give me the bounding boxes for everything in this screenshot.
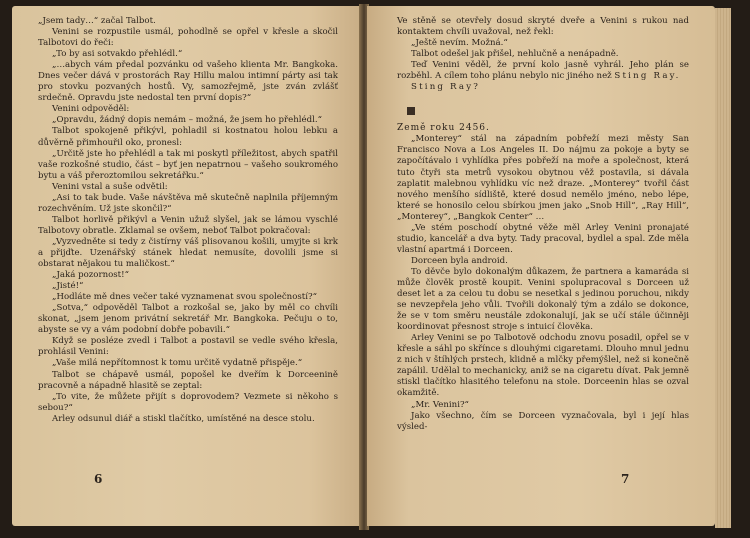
paragraph: „Ve stém poschodí obytné věže měl Arley Venini pronajaté studio, kancelář a dva byty. Tady pracoval, bydlel a spal. Zde měla vlastní apartmá i Dorceen. <box>397 222 689 255</box>
page-number: 7 <box>621 472 630 486</box>
paragraph: Talbot spokojeně přikývl, pohladil si kostnatou holou lebku a důvěrně přimhouřil oko, pronesl: <box>38 126 338 148</box>
right-page-text <box>397 16 689 433</box>
paragraph: „To by asi sotvakdo přehlédl.“ <box>52 49 183 60</box>
left-page-text <box>38 16 338 425</box>
echo-line: Sting Ray? <box>411 82 481 93</box>
paragraph: Talbot se chápavě usmál, popošel ke dveřím k Dorceenině pracovně a nápadně hlasitě se zeptal: <box>38 369 338 391</box>
paragraph: „Ještě nevím. Možná.“ <box>411 38 508 49</box>
paragraph-text: Teď Venini věděl, že první kolo jasně vyhrál. Jeho plán se rozběhl. A cílem toho plánu nebylo nic jiného než <box>397 60 689 82</box>
paragraph: Talbot odešel jak přišel, nehlučně a nenápadně. <box>411 49 619 60</box>
plan-word: Sting Ray. <box>614 71 681 82</box>
paragraph: „Určitě jste ho přehlédl a tak mi poskytl příležitost, abych spatřil vaše rozkošné studio, část – byť jen nepatrnou – vašeho soukromého bytu a váš přeroztomilou sekretářku.“ <box>38 148 338 181</box>
left-page <box>12 6 361 526</box>
paragraph: „Sotva,“ odpověděl Talbot a rozkošal se, jako by měl co chvíli skonat, „jsem jenom privátní sekretář Mr. Bangkoka. Pečuju o to, abyste se vy a vám podobní dobře pobavili.“ <box>38 303 338 336</box>
paragraph: Jako všechno, čím se Dorceen vyznačovala, byl i její hlas výsled- <box>397 410 689 432</box>
paragraph: „Opravdu, žádný dopis nemám – možná, že jsem ho přehlédl.“ <box>52 115 322 126</box>
paragraph <box>397 60 689 82</box>
section-heading: Země roku 2456. <box>397 123 490 134</box>
paragraph: „Monterey“ stál na západním pobřeží mezi městy San Francisco Nova a Los Angeles II. Do nájmu za pokoje a byty se započítávalo i vyhlídka přes pobřeží na moře a společnost, která tuto čtyři sta metrů vysokou obytnou věž postavila, si dávala zaplatit malebnou vyhlídku víc než draze. „Monterey“ tvořil část nového menšího sídliště, které dosud nemělo jméno, nebo lépe, které se honosilo celou sbírkou jmen jako „Snob Hill“, „Ray Hill“, „Monterey“, „Bangkok Center“ … <box>397 134 689 222</box>
paragraph: Ve stěně se otevřely dosud skryté dveře a Venini s rukou nad kontaktem chvíli uvažoval, než řekl: <box>397 16 689 38</box>
paragraph: „Vyzvedněte si tedy z čistírny váš plisovanou košili, umyjte si krk a přijďte. Uzenářský stánek hledat nemusíte, dovolili jsme si obstarat nějakou tu maličkost.“ <box>38 236 338 270</box>
page-number: 6 <box>94 472 103 486</box>
page-edges <box>715 8 731 528</box>
paragraph: „Hodláte mě dnes večer také vyznamenat svou společností?“ <box>52 292 318 303</box>
paragraph: „Jaká pozornost!“ <box>52 270 129 281</box>
paragraph: „Mr. Venini?“ <box>411 399 469 410</box>
paragraph: „…abych vám předal pozvánku od vašeho klienta Mr. Bangkoka. Dnes večer dává v prostorách Ray Hillu malou intimní párty asi tak pro stovku pozvaných hostů. Vy, samozřejmě, jste zván zvlášť srdečně. Opravdu jste nedostal ten první dopis?“ <box>38 60 338 104</box>
paragraph: Když se posléze zvedl i Talbot a postavil se vedle svého křesla, prohlásil Venini: <box>38 336 338 358</box>
paragraph: Arley Venini se po Talbotově odchodu znovu posadil, opřel se v křesle a sáhl po skřínce s dlouhými cigaretami. Dlouho mnul jednu z nich v štíhlých prstech, klidně a mlčky přemýšlel, než si konečně zapálil. Udělal to mechanicky, aniž se na cigaretu dívat. Pak jemně stiskl tlačítko hlasitého telefonu na stole. Dorceenin hlas se ozval okamžitě. <box>397 333 689 399</box>
paragraph: „Vaše milá nepřítomnost k tomu určitě vydatně přispěje.“ <box>52 358 303 369</box>
paragraph: Venini se rozpustile usmál, pohodlně se opřel v křesle a skočil Talbotovi do řeči: <box>38 27 338 49</box>
paragraph: Venini vstal a suše odvětil: <box>52 181 168 192</box>
section-marker-icon <box>407 107 415 115</box>
paragraph: „Asi to tak bude. Vaše návštěva mě skutečně naplnila příjemným rozechvěním. Už jste skončil?“ <box>38 192 338 214</box>
paragraph: „To vite, že můžete přijít s doprovodem? Vezmete si někoho s sebou?“ <box>38 391 338 413</box>
paragraph: „Jisté!“ <box>52 281 84 292</box>
right-page <box>367 6 715 526</box>
paragraph: Venini odpověděl: <box>52 104 130 115</box>
paragraph: Talbot horlivě přikývl a Venin užuž slyšel, jak se lámou vyschlé Talbotovy obratle. Zklamal se ovšem, neboť Talbot pokračoval: <box>38 214 338 236</box>
paragraph: Arley odsunul diář a stiskl tlačítko, umístěné na desce stolu. <box>52 413 315 424</box>
paragraph: Dorceen byla android. <box>411 255 508 266</box>
paragraph: „Jsem tady…“ začal Talbot. <box>38 16 156 26</box>
paragraph: To děvče bylo dokonalým důkazem, že partnera a kamaráda si může člověk prostě koupit. Venini spolupracoval s Dorceen už deset let a za celou tu dobu se nesetkal s jedinou poruchou, nikdy se nevzepřela jeho vůli. Tvořili dokonalý tým a zdálo se dokonce, že se v tom směru neustále zdokonalují, jak se učí stále účinněji koordinovat přesnost stroje s intuicí člověka. <box>397 266 689 333</box>
